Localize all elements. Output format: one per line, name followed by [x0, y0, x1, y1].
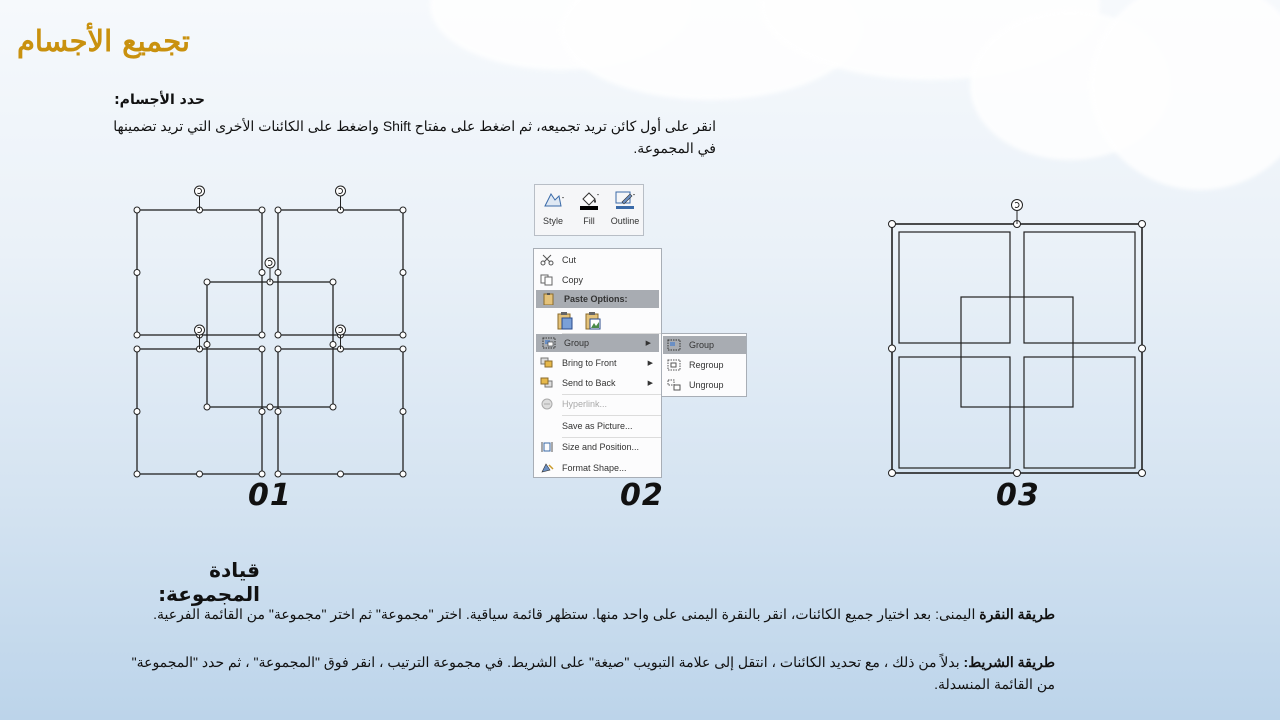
selection-handle[interactable] [400, 207, 406, 213]
ungroup-icon [667, 379, 681, 391]
step-number-1: 01 [248, 478, 292, 513]
cloud-decoration [1090, 0, 1280, 190]
selection-handle[interactable] [275, 332, 281, 338]
rotate-handle-icon[interactable] [195, 186, 205, 196]
menu-label-cut: Cut [562, 255, 577, 265]
selection-handle[interactable] [330, 342, 336, 348]
selection-handle[interactable] [259, 332, 265, 338]
selection-handle[interactable] [889, 345, 896, 352]
group-icon [542, 337, 556, 349]
figure-grouped-shapes [880, 185, 1155, 485]
size-position-icon [540, 441, 554, 453]
selection-handle[interactable] [197, 471, 203, 477]
selection-handle[interactable] [259, 471, 265, 477]
submenu-arrow-icon: ▶ [647, 380, 653, 387]
slide-title: تجميع الأجسام [16, 24, 190, 58]
selection-handle[interactable] [275, 207, 281, 213]
right-click-label: طريقة النقرة [979, 606, 1055, 622]
selection-handle[interactable] [204, 279, 210, 285]
figure-selected-shapes [120, 175, 420, 485]
selection-handle[interactable] [259, 207, 265, 213]
selection-handle[interactable] [889, 221, 896, 228]
menu-label-format-shape: Format Shape... [562, 463, 627, 473]
group-icon [667, 339, 681, 351]
selection-handle[interactable] [134, 409, 140, 415]
outline-label: Outline [610, 216, 640, 226]
selection-handle[interactable] [889, 470, 896, 477]
clipboard-icon [542, 293, 556, 305]
scissors-icon [540, 254, 554, 266]
outline-pen-icon [614, 190, 636, 210]
outline-button[interactable] [609, 190, 641, 226]
style-button[interactable] [537, 190, 569, 226]
paste-keep-formatting-icon[interactable] [556, 311, 574, 331]
selection-handle[interactable] [204, 404, 210, 410]
menu-item-save-as-picture[interactable] [534, 417, 661, 435]
context-menu [533, 248, 662, 478]
selection-handle[interactable] [338, 471, 344, 477]
menu-item-send-to-back[interactable] [534, 374, 661, 392]
select-body: انقر على أول كائن تريد تجميعه، ثم اضغط على مفتاح Shift واضغط على الكائنات الأخرى التي تريد تضمينها في المجموعة. [113, 118, 716, 156]
submenu-label-ungroup: Ungroup [689, 380, 724, 390]
menu-label-size-and-position: Size and Position... [562, 442, 640, 452]
menu-item-cut[interactable] [534, 251, 661, 269]
select-heading: حدد الأجسام: [114, 92, 205, 108]
ribbon-method-body: بدلاً من ذلك ، مع تحديد الكائنات ، انتقل إلى علامة التبويب "صيغة" على الشريط. في مجموعة الترتيب ، انقر فوق "المجموعة" ، ثم حدد "المجموعة" من القائمة المنسدلة. [131, 654, 1055, 692]
format-shape-icon [540, 462, 554, 474]
menu-item-copy[interactable] [534, 271, 661, 289]
rotate-handle-icon[interactable] [1012, 200, 1023, 211]
selection-handle[interactable] [1139, 221, 1146, 228]
step-number-3: 03 [996, 478, 1040, 513]
right-click-paragraph [110, 603, 1055, 625]
selection-handle[interactable] [259, 270, 265, 276]
menu-item-paste-options [536, 290, 659, 308]
selection-handle[interactable] [204, 342, 210, 348]
menu-label-save-as-picture: Save as Picture... [562, 421, 633, 431]
submenu-label-regroup: Regroup [689, 360, 724, 370]
submenu-item-group[interactable] [663, 336, 746, 354]
style-label: Style [542, 216, 563, 226]
rotate-handle-icon[interactable] [336, 325, 346, 335]
hyperlink-icon [540, 398, 554, 410]
group-submenu [661, 333, 747, 397]
selection-handle[interactable] [275, 409, 281, 415]
submenu-arrow-icon: ▶ [647, 360, 653, 367]
selection-handle[interactable] [134, 270, 140, 276]
rotate-handle-icon[interactable] [195, 325, 205, 335]
selection-handle[interactable] [259, 409, 265, 415]
selection-handle[interactable] [134, 346, 140, 352]
right-click-body: بعد اختيار جميع الكائنات، انقر بالنقرة اليمنى على واحد منها. ستظهر قائمة سياقية. اختر "مجموعة" ثم اختر "مجموعة" من القائمة الفرعية. [153, 606, 932, 622]
menu-label-bring-to-front: Bring to Front [562, 358, 617, 368]
selection-handle[interactable] [400, 346, 406, 352]
ribbon-method-label: طريقة الشريط: [963, 654, 1055, 670]
selection-handle[interactable] [400, 270, 406, 276]
selection-handle[interactable] [400, 332, 406, 338]
selection-handle[interactable] [1014, 470, 1021, 477]
selection-handle[interactable] [134, 332, 140, 338]
menu-label-send-to-back: Send to Back [562, 378, 616, 388]
selection-handle[interactable] [134, 471, 140, 477]
regroup-icon [667, 359, 681, 371]
menu-item-format-shape[interactable] [534, 459, 661, 477]
submenu-label-group: Group [689, 340, 715, 350]
menu-item-hyperlink [534, 395, 661, 413]
rotate-handle-icon[interactable] [265, 258, 275, 268]
selection-handle[interactable] [1139, 470, 1146, 477]
selection-handle[interactable] [134, 207, 140, 213]
selection-handle[interactable] [330, 404, 336, 410]
menu-label-paste-options: Paste Options: [564, 294, 628, 304]
right-click-label-2: اليمنى: [935, 606, 976, 622]
menu-item-group[interactable] [536, 334, 659, 352]
selection-handle[interactable] [275, 346, 281, 352]
menu-label-hyperlink: Hyperlink... [562, 399, 608, 409]
menu-separator [562, 415, 661, 416]
submenu-arrow-icon: ▶ [645, 340, 651, 347]
selection-handle[interactable] [275, 471, 281, 477]
fill-bucket-icon [578, 190, 600, 210]
submenu-item-ungroup[interactable] [663, 376, 746, 394]
menu-item-size-and-position[interactable] [534, 438, 661, 456]
menu-label-copy: Copy [562, 275, 584, 285]
paste-picture-icon[interactable] [584, 311, 602, 331]
submenu-item-regroup[interactable] [663, 356, 746, 374]
lead-heading: قيادة المجموعة: [158, 558, 260, 606]
rotate-handle-icon[interactable] [336, 186, 346, 196]
format-ribbon [534, 184, 644, 236]
selection-handle[interactable] [330, 279, 336, 285]
selection-handle[interactable] [400, 471, 406, 477]
selection-handle[interactable] [267, 404, 273, 410]
selection-handle[interactable] [1139, 345, 1146, 352]
copy-icon [540, 274, 554, 286]
bring-to-front-icon [540, 357, 554, 369]
selection-handle[interactable] [275, 270, 281, 276]
fill-label: Fill [583, 216, 595, 226]
step-number-2: 02 [620, 478, 664, 513]
shape-style-icon [542, 190, 564, 210]
menu-item-bring-to-front[interactable] [534, 354, 661, 372]
menu-label-group: Group [564, 338, 590, 348]
paste-icons-row [556, 311, 616, 331]
send-to-back-icon [540, 377, 554, 389]
fill-button[interactable] [573, 190, 605, 226]
selection-handle[interactable] [400, 409, 406, 415]
ribbon-paragraph [110, 651, 1055, 695]
selection-handle[interactable] [259, 346, 265, 352]
